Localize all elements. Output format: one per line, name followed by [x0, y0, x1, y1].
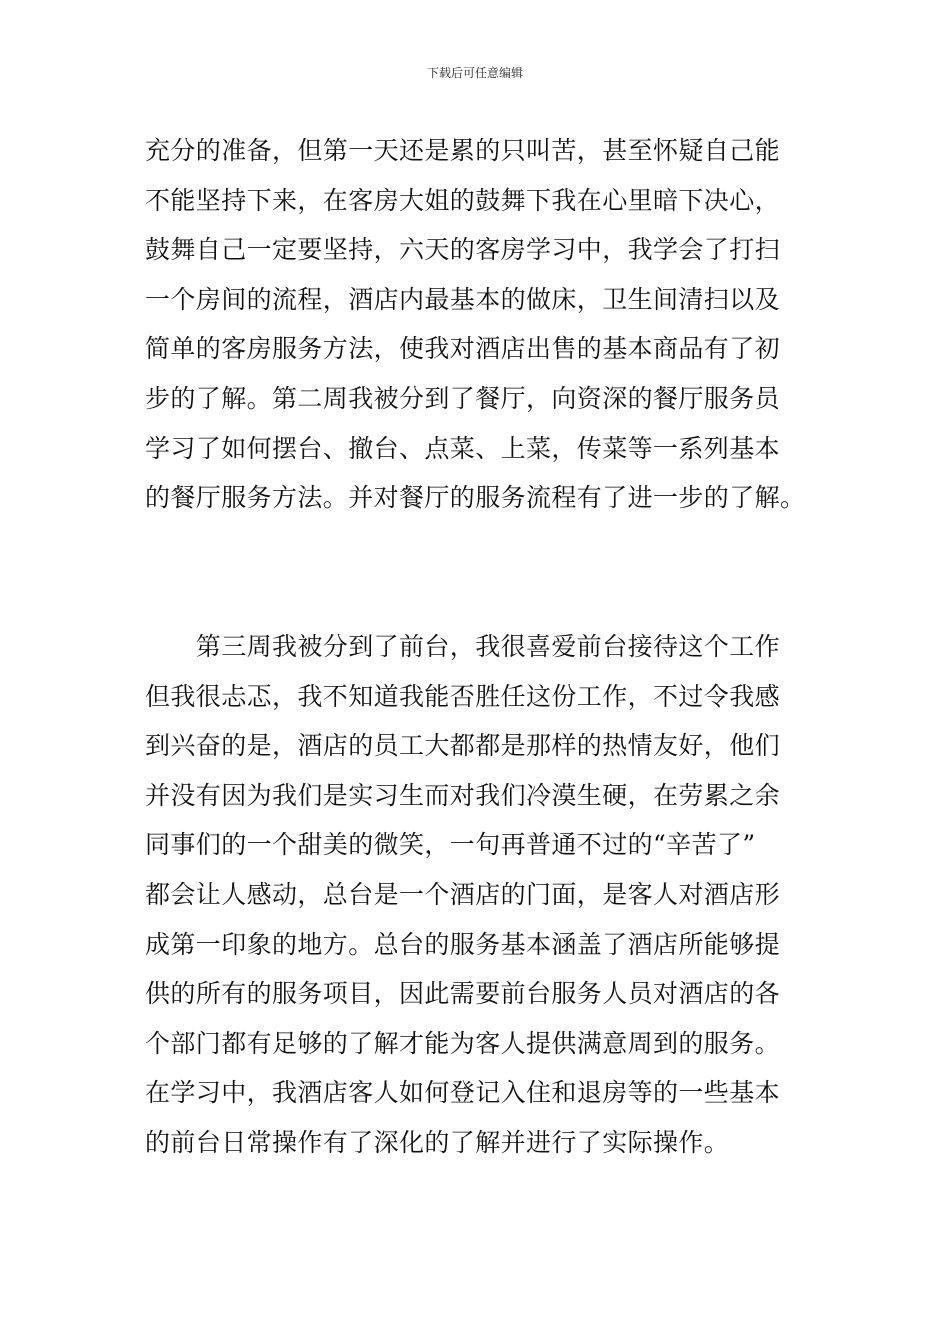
text-line: 都会让人感动，总台是一个酒店的门面，是客人对酒店形	[145, 879, 781, 909]
text-line: 供的所有的服务项目，因此需要前台服务人员对酒店的各	[145, 979, 781, 1009]
text-line: 的前台日常操作有了深化的了解并进行了实际操作。	[145, 1127, 730, 1157]
text-line: 个部门都有足够的了解才能为客人提供满意周到的服务。	[145, 1028, 781, 1058]
text-line: 第三周我被分到了前台，我很喜爱前台接待这个工作	[145, 632, 781, 661]
text-line: 步的了解。第二周我被分到了餐厅，向资深的餐厅服务员	[145, 383, 781, 413]
text-line: 不能坚持下来，在客房大姐的鼓舞下我在心里暗下决心，	[145, 185, 781, 215]
text-line: 简单的客房服务方法，使我对酒店出售的基本商品有了初	[145, 334, 781, 364]
text-line: 的餐厅服务方法。并对餐厅的服务流程有了进一步的了解。	[145, 483, 806, 513]
text-line: 学习了如何摆台、撤台、点菜、上菜，传菜等一系列基本	[145, 433, 781, 463]
text-line: 在学习中，我酒店客人如何登记入住和退房等的一些基本	[145, 1078, 781, 1108]
text-line: 但我很忐忑，我不知道我能否胜任这份工作，不过令我感	[145, 681, 781, 711]
text-line: 到兴奋的是，酒店的员工大都都是那样的热情友好，他们	[145, 731, 781, 761]
text-line: 充分的准备，但第一天还是累的只叫苦，甚至怀疑自己能	[145, 136, 781, 165]
paragraph-1	[145, 126, 825, 523]
page-header-note: 下载后可任意编辑	[426, 66, 523, 80]
text-line: 鼓舞自己一定要坚持，六天的客房学习中，我学会了打扫	[145, 235, 781, 265]
text-line: 同事们的一个甜美的微笑，一句再普通不过的“辛苦了”	[145, 830, 756, 860]
text-line: 一个房间的流程，酒店内最基本的做床，卫生间清扫以及	[145, 284, 781, 314]
text-line: 并没有因为我们是实习生而对我们冷漠生硬，在劳累之余	[145, 780, 781, 810]
paragraph-2	[145, 622, 825, 1168]
text-line: 成第一印象的地方。总台的服务基本涵盖了酒店所能够提	[145, 929, 781, 959]
